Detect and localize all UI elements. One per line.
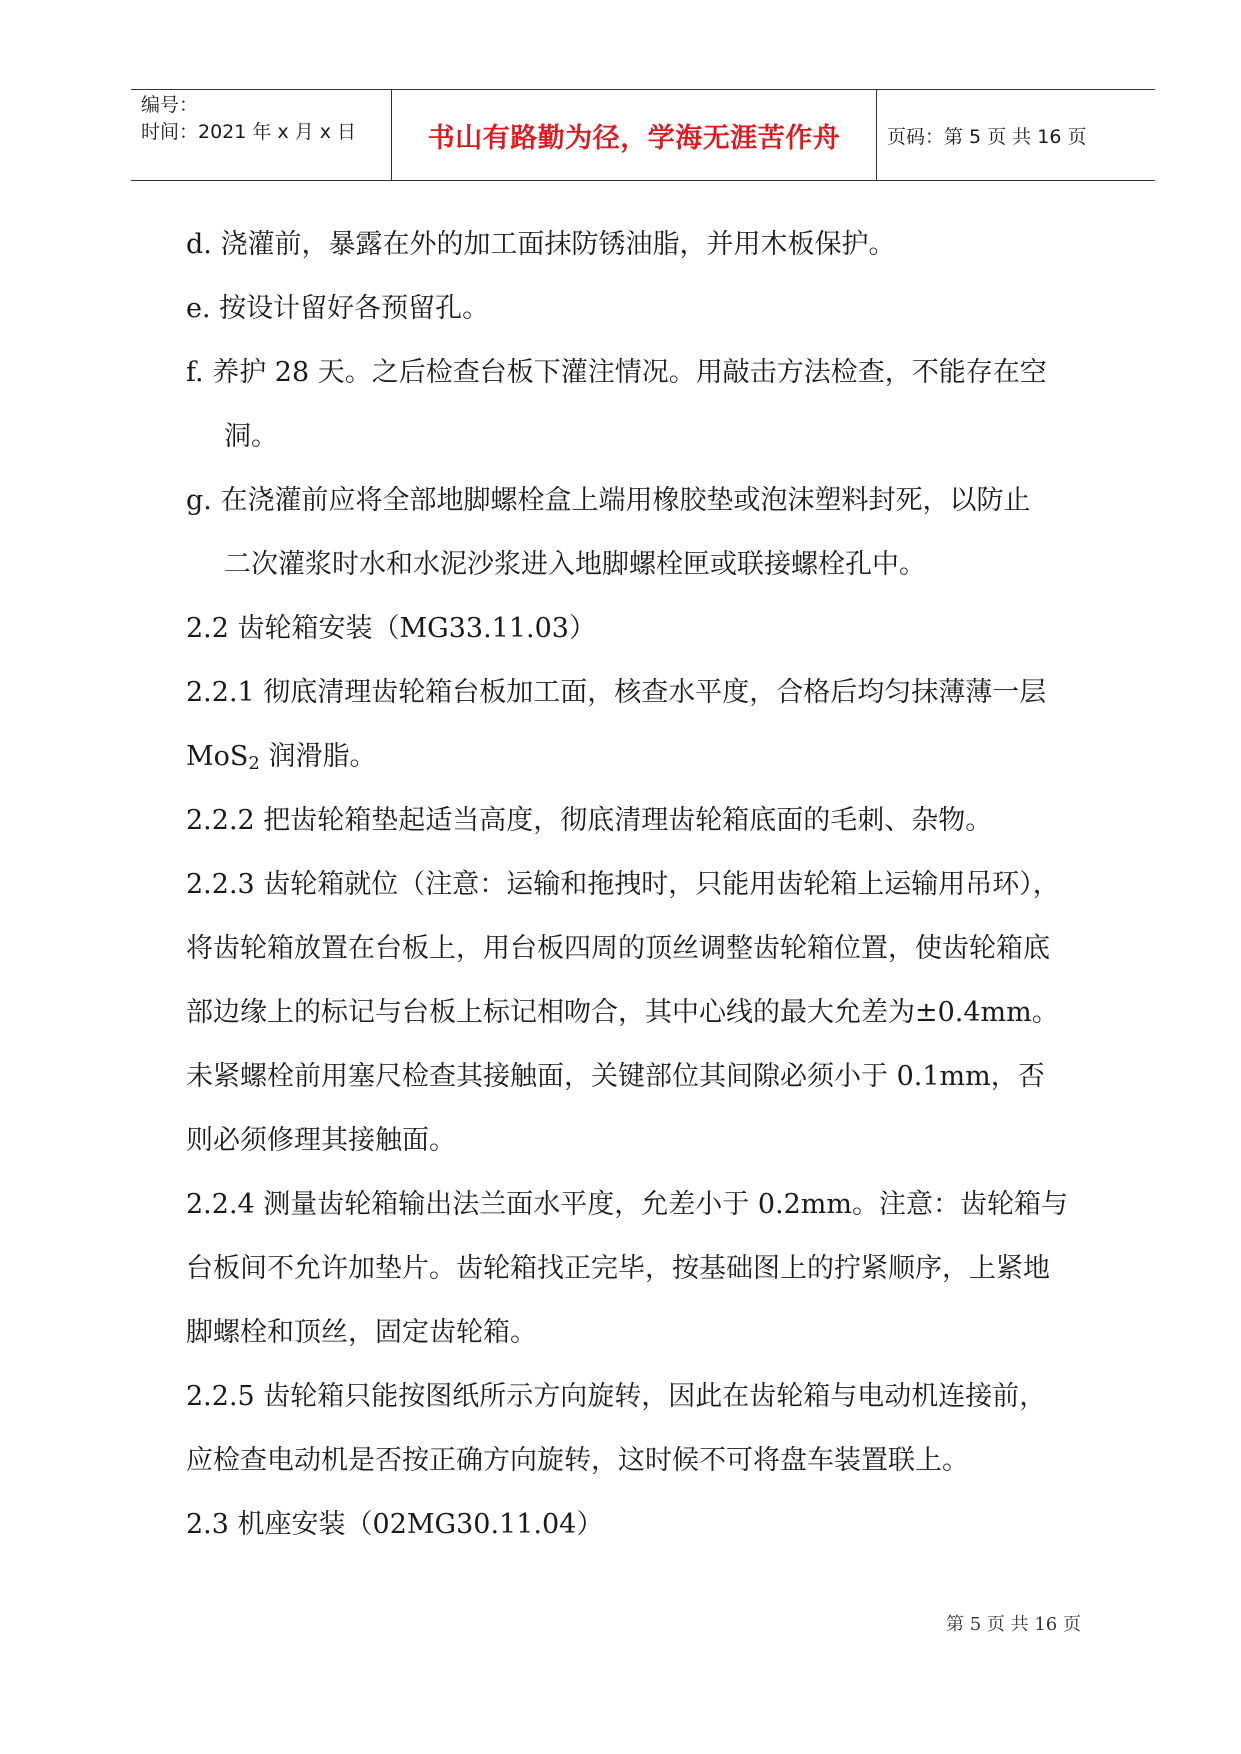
item-g-line-2: 二次灌浆时水和水泥沙浆进入地脚螺栓匣或联接螺栓孔中。: [224, 549, 926, 580]
lubricant-text: 润滑脂。: [259, 741, 377, 772]
section-2-3-heading: 2.3 机座安装（02MG30.11.04）: [186, 1509, 604, 1540]
header-motto-cell: [391, 90, 877, 180]
header-meta-cell: [131, 90, 391, 180]
item-f-line-2: 洞。: [224, 421, 278, 452]
section-2-2-3-line-5: 则必须修理其接触面。: [186, 1125, 456, 1156]
mos-text: MoS: [186, 741, 249, 772]
header-page-info: 页码：第 5 页 共 16 页: [887, 125, 1087, 148]
section-2-2-2: 2.2.2 把齿轮箱垫起适当高度，彻底清理齿轮箱底面的毛刺、杂物。: [186, 805, 993, 836]
section-2-2-1-line-1: 2.2.1 彻底清理齿轮箱台板加工面，核查水平度，合格后均匀抹薄薄一层: [186, 677, 1047, 708]
item-f-line-1: f. 养护 28 天。之后检查台板下灌注情况。用敲击方法检查，不能存在空: [186, 357, 1047, 388]
item-e: e. 按设计留好各预留孔。: [186, 293, 490, 324]
section-2-2-3-line-2: 将齿轮箱放置在台板上，用台板四周的顶丝调整齿轮箱位置，使齿轮箱底: [186, 933, 1050, 964]
section-2-2-5-line-1: 2.2.5 齿轮箱只能按图纸所示方向旋转，因此在齿轮箱与电动机连接前，: [186, 1381, 1047, 1412]
section-2-2-4-line-1: 2.2.4 测量齿轮箱输出法兰面水平度，允差小于 0.2mm。注意：齿轮箱与: [186, 1189, 1069, 1220]
section-2-2-3-line-3: 部边缘上的标记与台板上标记相吻合，其中心线的最大允差为±0.4mm。: [186, 997, 1059, 1028]
footer-page-number: 第 5 页 共 16 页: [946, 1614, 1081, 1635]
document-time-label: 时间：2021 年 x 月 x 日: [141, 121, 357, 143]
document-number-label: 编号：: [141, 94, 199, 116]
item-g-line-1: g. 在浇灌前应将全部地脚螺栓盒上端用橡胶垫或泡沫塑料封死，以防止: [186, 485, 1031, 516]
item-d: d. 浇灌前，暴露在外的加工面抹防锈油脂，并用木板保护。: [186, 229, 896, 260]
section-2-2-4-line-3: 脚螺栓和顶丝，固定齿轮箱。: [186, 1317, 537, 1348]
header-page-cell: [877, 90, 1155, 180]
section-2-2-3-line-4: 未紧螺栓前用塞尺检查其接触面，关键部位其间隙必须小于 0.1mm，否: [186, 1061, 1045, 1092]
section-2-2-heading: 2.2 齿轮箱安装（MG33.11.03）: [186, 613, 596, 644]
section-2-2-3-line-1: 2.2.3 齿轮箱就位（注意：运输和拖拽时，只能用齿轮箱上运输用吊环），: [186, 869, 1060, 900]
mos-subscript: 2: [248, 753, 260, 774]
header-table: [131, 89, 1155, 181]
section-2-2-5-line-2: 应检查电动机是否按正确方向旋转，这时候不可将盘车装置联上。: [186, 1445, 969, 1476]
section-2-2-1-line-2: [186, 741, 376, 773]
header-motto: 书山有路勤为径，学海无涯苦作舟: [427, 122, 841, 154]
section-2-2-4-line-2: 台板间不允许加垫片。齿轮箱找正完毕，按基础图上的拧紧顺序，上紧地: [186, 1253, 1050, 1284]
